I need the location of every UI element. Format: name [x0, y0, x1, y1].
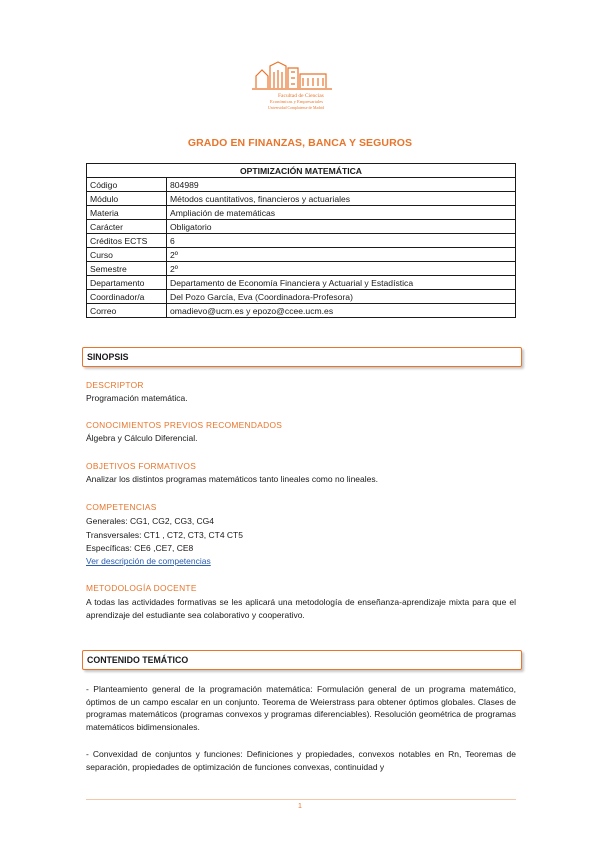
content-paragraph: - Planteamiento general de la programación matemática: Formulación general de un programa matemático, óptimos de un campo escalar en un conjunto. Teorema de Weierstrass para obtener óptimos globales. Clases de programas matemáticos (programas convexos y programas diferenciables). Resolución geométrica de programas matemáticos bidimensionales.	[86, 684, 516, 732]
row-value: Departamento de Economía Financiera y Actuarial y Estadística	[167, 276, 516, 290]
table-row	[87, 262, 516, 276]
faculty-building-logo-icon	[248, 58, 336, 114]
svg-text:Universidad Complutense de Mad: Universidad Complutense de Madrid	[268, 106, 325, 110]
row-value: omadievo@ucm.es y epozo@ccee.ucm.es	[167, 304, 516, 318]
course-name-header: OPTIMIZACIÓN MATEMÁTICA	[87, 164, 516, 178]
table-row	[87, 220, 516, 234]
row-value: 2º	[167, 248, 516, 262]
row-value: Métodos cuantitativos, financieros y actuariales	[167, 192, 516, 206]
sinopsis-section-header: SINOPSIS	[82, 347, 522, 367]
prev-knowledge-text: Álgebra y Cálculo Diferencial.	[86, 433, 198, 443]
content-paragraph: - Convexidad de conjuntos y funciones: Definiciones y propiedades, convexos notables en Rn, Teoremas de separación, propiedades de optimización de funciones convexas, continuidad y	[86, 749, 516, 772]
footer-divider	[86, 799, 516, 800]
methodology-text: A todas las actividades formativas se les aplicará una metodología de enseñanza-aprendizaje mixta para que el aprendizaje del estudiante sea colaborativo y cooperativo.	[86, 597, 516, 620]
table-row	[87, 206, 516, 220]
content-section-header: CONTENIDO TEMÁTICO	[82, 650, 522, 670]
course-info-table	[86, 163, 516, 318]
row-value: 2º	[167, 262, 516, 276]
competencies-specific: Específicas: CE6 ,CE7, CE8	[86, 543, 194, 553]
competencies-transversal: Transversales: CT1 , CT2, CT3, CT4 CT5	[86, 530, 243, 540]
descriptor-heading: DESCRIPTOR	[86, 380, 144, 390]
table-row	[87, 192, 516, 206]
descriptor-text: Programación matemática.	[86, 393, 188, 403]
row-label: Código	[87, 178, 167, 192]
row-label: Créditos ECTS	[87, 234, 167, 248]
competencies-link[interactable]	[86, 555, 211, 568]
svg-text:Económicas y Empresariales: Económicas y Empresariales	[270, 99, 324, 104]
row-label: Departamento	[87, 276, 167, 290]
table-row	[87, 248, 516, 262]
competencies-general: Generales: CG1, CG2, CG3, CG4	[86, 516, 215, 526]
row-value: Obligatorio	[167, 220, 516, 234]
row-value: 6	[167, 234, 516, 248]
objectives-text: Analizar los distintos programas matemáticos tanto lineales como no lineales.	[86, 474, 378, 484]
row-label: Materia	[87, 206, 167, 220]
prev-knowledge-heading: CONOCIMIENTOS PREVIOS RECOMENDADOS	[86, 420, 283, 430]
competencies-heading: COMPETENCIAS	[86, 502, 157, 512]
row-label: Semestre	[87, 262, 167, 276]
table-header-row	[87, 164, 516, 178]
table-row	[87, 234, 516, 248]
table-row	[87, 178, 516, 192]
table-row	[87, 290, 516, 304]
row-label: Curso	[87, 248, 167, 262]
row-value: Del Pozo García, Eva (Coordinadora-Profesora)	[167, 290, 516, 304]
methodology-heading: METODOLOGÍA DOCENTE	[86, 583, 197, 593]
row-label: Módulo	[87, 192, 167, 206]
competencies-description-link[interactable]: Ver descripción de competencias	[86, 556, 211, 566]
faculty-logo	[248, 58, 336, 114]
degree-title: GRADO EN FINANZAS, BANCA Y SEGUROS	[187, 137, 413, 149]
row-label: Coordinador/a	[87, 290, 167, 304]
page-number: 1	[298, 803, 302, 810]
row-label: Correo	[87, 304, 167, 318]
table-row	[87, 276, 516, 290]
table-row	[87, 304, 516, 318]
objectives-heading: OBJETIVOS FORMATIVOS	[86, 461, 197, 471]
row-label: Carácter	[87, 220, 167, 234]
row-value: Ampliación de matemáticas	[167, 206, 516, 220]
svg-text:Facultad de Ciencias: Facultad de Ciencias	[278, 93, 324, 99]
row-value: 804989	[167, 178, 516, 192]
